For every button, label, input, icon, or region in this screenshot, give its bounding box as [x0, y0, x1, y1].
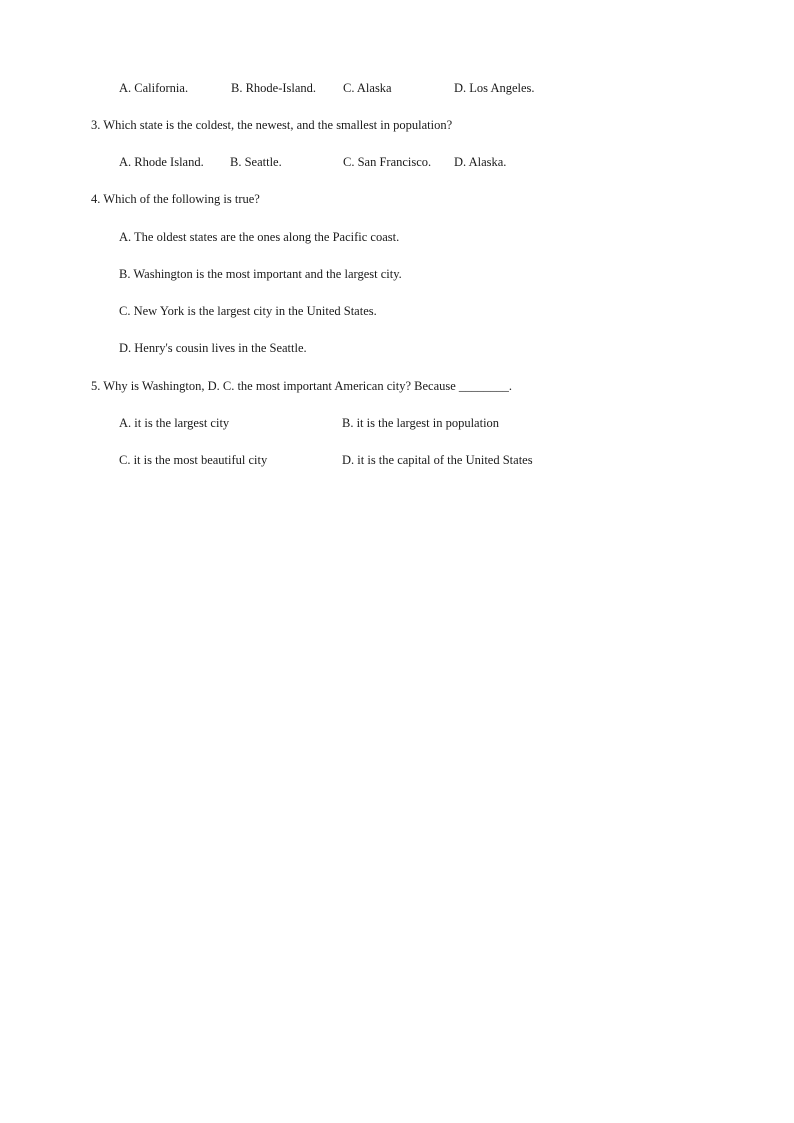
q5-option-a: A. it is the largest city: [119, 416, 230, 430]
q2-option-c: C. Alaska: [343, 81, 392, 95]
q3-option-a: A. Rhode Island.: [119, 155, 204, 169]
q2-option-d: D. Los Angeles.: [454, 81, 535, 95]
q2-option-a: A. California.: [119, 81, 189, 95]
q4-option-c: C. New York is the largest city in the United States.: [119, 304, 377, 318]
q3-option-c: C. San Francisco.: [343, 155, 432, 169]
q3-option-b: B. Seattle.: [230, 155, 282, 169]
question-5-text: 5. Why is Washington, D. C. the most important American city? Because ________.: [91, 379, 513, 393]
q5-option-c: C. it is the most beautiful city: [119, 453, 268, 467]
q5-option-b: B. it is the largest in population: [342, 416, 500, 430]
question-3-text: 3. Which state is the coldest, the newest, and the smallest in population?: [91, 118, 453, 132]
question-4-text: 4. Which of the following is true?: [91, 192, 260, 206]
q5-option-d: D. it is the capital of the United States: [342, 453, 533, 467]
q4-option-d: D. Henry's cousin lives in the Seattle.: [119, 341, 307, 355]
q4-option-a: A. The oldest states are the ones along the Pacific coast.: [119, 230, 400, 244]
q3-option-d: D. Alaska.: [454, 155, 507, 169]
q4-option-b: B. Washington is the most important and the largest city.: [119, 267, 402, 281]
q2-option-b: B. Rhode-Island.: [231, 81, 317, 95]
